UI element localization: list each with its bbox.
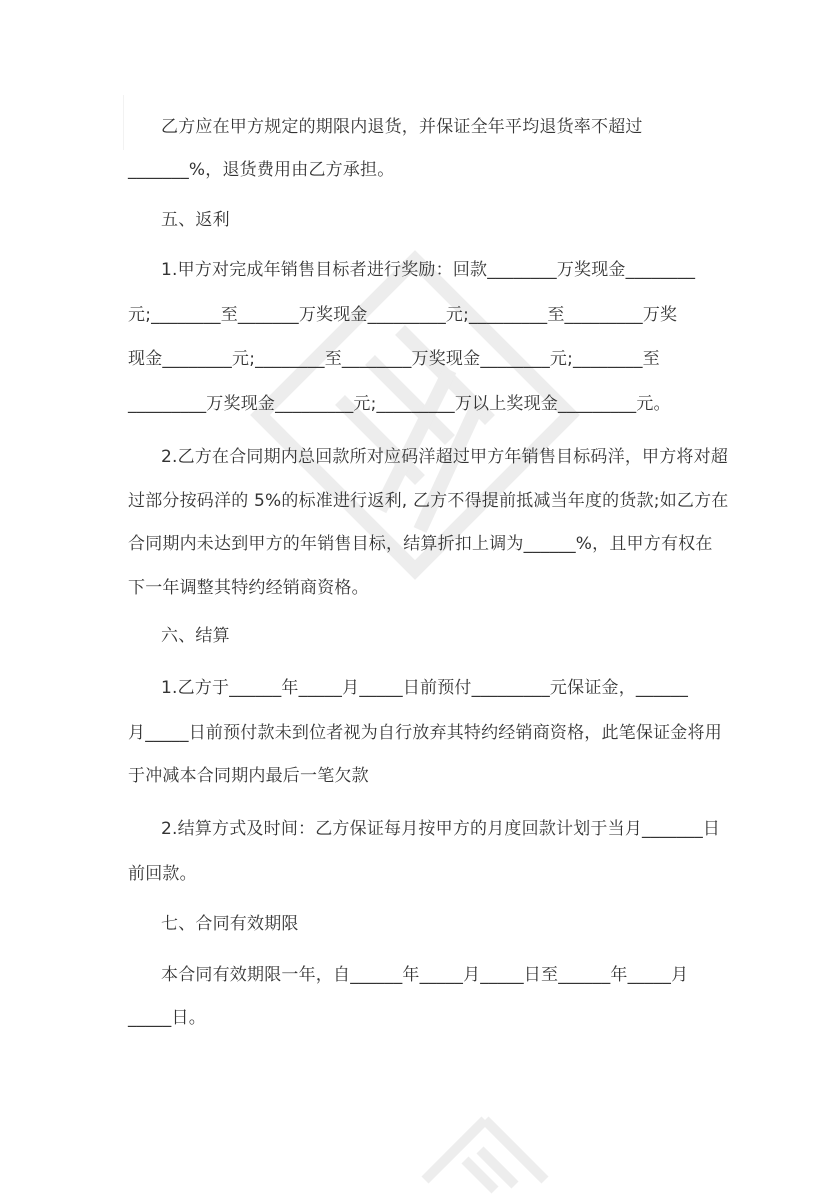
paragraph-line: 过部分按码洋的 5%的标准进行返利, 乙方不得提前抵减当年度的货款;如乙方在 — [128, 491, 729, 511]
paragraph-line: 元;________至_______万奖现金_________元;_________至_________万奖 — [128, 305, 678, 325]
section-heading: 六、结算 — [161, 626, 230, 646]
paragraph-line: 合同期内未达到甲方的年销售目标，结算折扣上调为______%，且甲方有权在 — [128, 534, 713, 554]
paragraph-line: 于冲减本合同期内最后一笔欠款 — [128, 766, 369, 786]
paragraph-line: _______%，退货费用由乙方承担。 — [128, 160, 395, 180]
paragraph-line: 2.结算方式及时间：乙方保证每月按甲方的月度回款计划于当月_______日 — [161, 819, 721, 839]
section-heading: 七、合同有效期限 — [161, 914, 299, 934]
paragraph-line: 本合同有效期限一年，自______年_____月_____日至______年_____月 — [161, 965, 689, 985]
paragraph-line: 下一年调整其特约经销商资格。 — [128, 578, 369, 598]
paragraph-line: 月_____日前预付款未到位者视为自行放弃其特约经销商资格，此笔保证金将用 — [128, 723, 722, 743]
watermark-logo-icon-bottom — [420, 1115, 550, 1195]
section-heading: 五、返利 — [161, 210, 230, 230]
paragraph-line: 前回款。 — [128, 864, 197, 884]
paragraph-line: _________万奖现金_________元;_________万以上奖现金_________元。 — [128, 394, 671, 414]
paragraph-line: 现金________元;________至________万奖现金________元;________至 — [128, 349, 660, 369]
paragraph-line: 乙方应在甲方规定的期限内退货，并保证全年平均退货率不超过 — [161, 117, 643, 137]
paragraph-line: _____日。 — [128, 1008, 206, 1028]
page-edge-divider — [123, 95, 124, 150]
paragraph-line: 1.乙方于______年_____月_____日前预付_________元保证金，______ — [161, 678, 689, 698]
paragraph-line: 1.甲方对完成年销售目标者进行奖励：回款________万奖现金________ — [161, 260, 696, 280]
paragraph-line: 2.乙方在合同期内总回款所对应码洋超过甲方年销售目标码洋，甲方将对超 — [161, 447, 729, 467]
